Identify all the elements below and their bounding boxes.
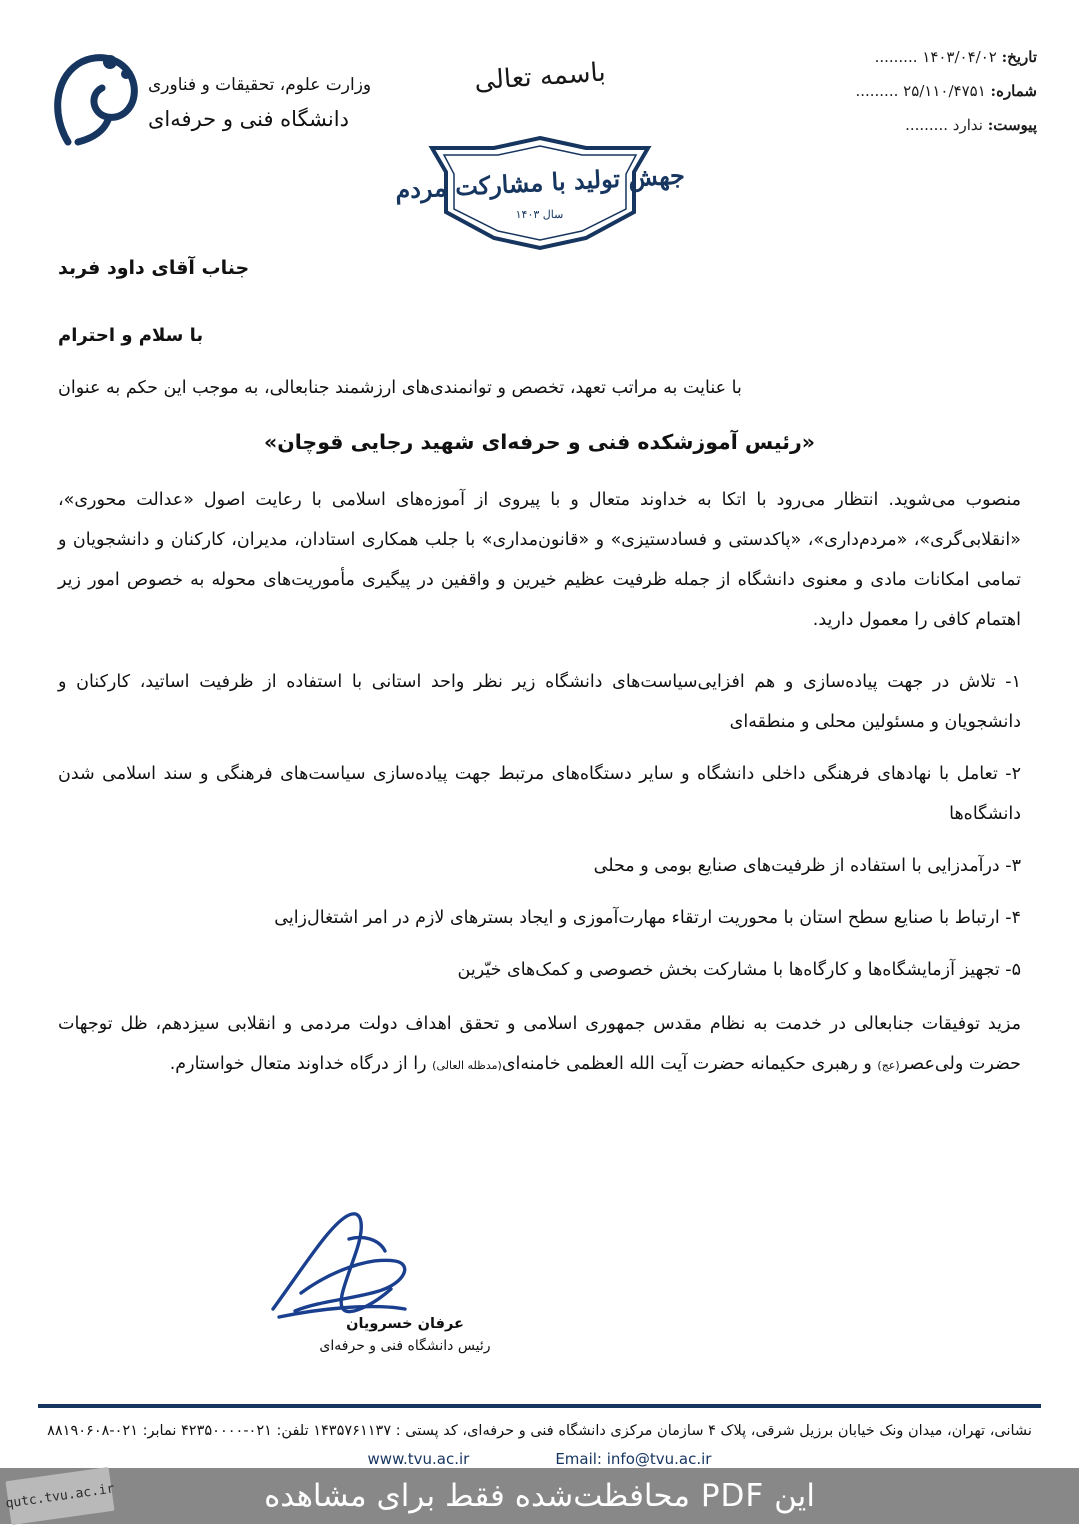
meta-dots-3: ......... bbox=[905, 116, 948, 134]
signature-block bbox=[0, 1205, 1079, 1365]
meta-date-label: تاریخ: bbox=[1001, 48, 1037, 66]
meta-number-value: ۲۵/۱۱۰/۴۷۵۱ bbox=[903, 82, 986, 100]
footer-email-link[interactable]: Email: info@tvu.ac.ir bbox=[555, 1450, 712, 1468]
list-item: ۵- تجهیز آزمایشگاه‌ها و کارگاه‌ها با مشارکت بخش خصوصی و کمک‌های خیّرین bbox=[457, 960, 1021, 980]
salutation: جناب آقای داود فربد bbox=[58, 257, 250, 279]
signer-name-text: عرفان خسرویان bbox=[346, 1316, 464, 1332]
footer-divider bbox=[38, 1404, 1041, 1408]
closing-part-3: را از درگاه خداوند متعال خواستارم. bbox=[169, 1054, 433, 1074]
letter-footer bbox=[38, 1404, 1041, 1468]
list-item: ۴- ارتباط با صنایع سطح استان با محوریت ارتقاء مهارت‌آموزی و ایجاد بسترهای لازم در امر اشتغال‌زایی bbox=[274, 908, 1021, 928]
list-item: ۱- تلاش در جهت پیاده‌سازی و هم افزایی‌سیاست‌های دانشگاه زیر نظر واحد استانی با استفاده از ظرفیت اساتید، کارکنان و دانشجویان و مسئولین محلی و منطقه‌ای bbox=[58, 672, 1021, 732]
greeting: با سلام و احترام bbox=[58, 325, 204, 346]
watermark-site-badge: qutc.tvu.ac.ir bbox=[5, 1467, 114, 1525]
letter-header bbox=[0, 26, 1079, 261]
footer-address: نشانی، تهران، میدان ونک خیابان برزیل شرقی، پلاک ۴ سازمان مرکزی دانشگاه فنی و حرفه‌ای، کد پستی : ۱۴۳۵۷۶۱۱۳۷ تلفن: ۰۲۱-۴۲۳۵۰۰۰۰ نمابر: ۰۲۱-۸۸۱۹۰۶۰۸ bbox=[47, 1423, 1032, 1439]
university-name: دانشگاه فنی و حرفه‌ای bbox=[148, 107, 349, 131]
closing-aj-abbrev: (عج) bbox=[877, 1059, 900, 1072]
meta-dots-2: ......... bbox=[855, 82, 899, 100]
slogan-year: سال ۱۴۰۳ bbox=[515, 208, 564, 221]
main-paragraph: منصوب می‌شوید. انتظار می‌رود با اتکا به خداوند متعال و با پیروی از آموزه‌های اسلامی با رعایت اصول «عدالت محوری»، «انقلابی‌گری»، «مردم‌داری»، «پاکدستی و فسادستیزی» و «قانون‌مداری» با جلب همکاری استادان، مدیران، کارکنان و دانشجویان و تمامی امکانات مادی و معنوی دانشگاه از جمله ظرفیت عظیم خیرین و واقفین در پیگیری مأموریت‌های محوله به خصوص امور زیر اهتمام کافی را معمول دارید. bbox=[58, 490, 1021, 630]
closing-paragraph bbox=[58, 1004, 1021, 1086]
meta-date-value: ۱۴۰۳/۰۴/۰۲ bbox=[922, 48, 997, 66]
list-item: ۳- درآمدزایی با استفاده از ظرفیت‌های صنایع بومی و محلی bbox=[593, 856, 1021, 876]
signer-name bbox=[300, 1313, 510, 1357]
pdf-protection-watermark bbox=[0, 1468, 1079, 1524]
meta-dots-1: ......... bbox=[874, 48, 918, 66]
besmellah-text: باسمه تعالی bbox=[472, 57, 607, 97]
meta-date-row bbox=[797, 40, 1037, 74]
watermark-text: این PDF محافظت‌شده فقط برای مشاهده bbox=[264, 1478, 815, 1514]
meta-attachment-row bbox=[797, 108, 1037, 142]
tvu-logo-mark-icon bbox=[48, 46, 144, 150]
footer-website-link[interactable]: www.tvu.ac.ir bbox=[367, 1450, 470, 1468]
university-logo bbox=[48, 46, 378, 156]
signer-role-text: رئیس دانشگاه فنی و حرفه‌ای bbox=[319, 1338, 491, 1354]
letter-meta-block bbox=[797, 40, 1037, 142]
meta-number-row bbox=[797, 74, 1037, 108]
closing-madzelloh-abbrev: (مدظله العالی) bbox=[432, 1059, 502, 1072]
year-slogan-emblem bbox=[390, 134, 690, 252]
lead-paragraph: با عنایت به مراتب تعهد، تخصص و توانمندی‌های ارزشمند جنابعالی، به موجب این حکم به عنوان bbox=[58, 378, 742, 398]
appointment-title: «رئیس آموزشکده فنی و حرفه‌ای شهید رجایی قوچان» bbox=[263, 430, 816, 454]
university-logo-text bbox=[148, 68, 378, 136]
letter-body bbox=[58, 248, 1021, 1086]
closing-part-1: مزید توفیقات جنابعالی در خدمت به نظام مقدس جمهوری اسلامی و تحقق اهداف دولت مردمی و انقلابی سیزدهم، ظل توجهات حضرت ولی‌عصر bbox=[58, 1014, 1021, 1074]
closing-part-2: و رهبری حکیمانه حضرت آیت الله العظمی خامنه‌ای bbox=[501, 1054, 878, 1074]
meta-attachment-value: ندارد bbox=[952, 116, 983, 134]
list-item: ۲- تعامل با نهادهای فرهنگی داخلی دانشگاه و سایر دستگاه‌های مرتبط جهت پیاده‌سازی سیاست‌های فرهنگی و سند اسلامی شدن دانشگاه‌ها bbox=[58, 764, 1021, 824]
ministry-name: وزارت علوم، تحقیقات و فناوری bbox=[148, 75, 372, 95]
footer-links bbox=[38, 1450, 1041, 1468]
meta-attachment-label: پیوست: bbox=[987, 116, 1037, 134]
slogan-text: جهش تولید با مشارکت مردم bbox=[393, 160, 686, 205]
meta-number-label: شماره: bbox=[990, 82, 1037, 100]
